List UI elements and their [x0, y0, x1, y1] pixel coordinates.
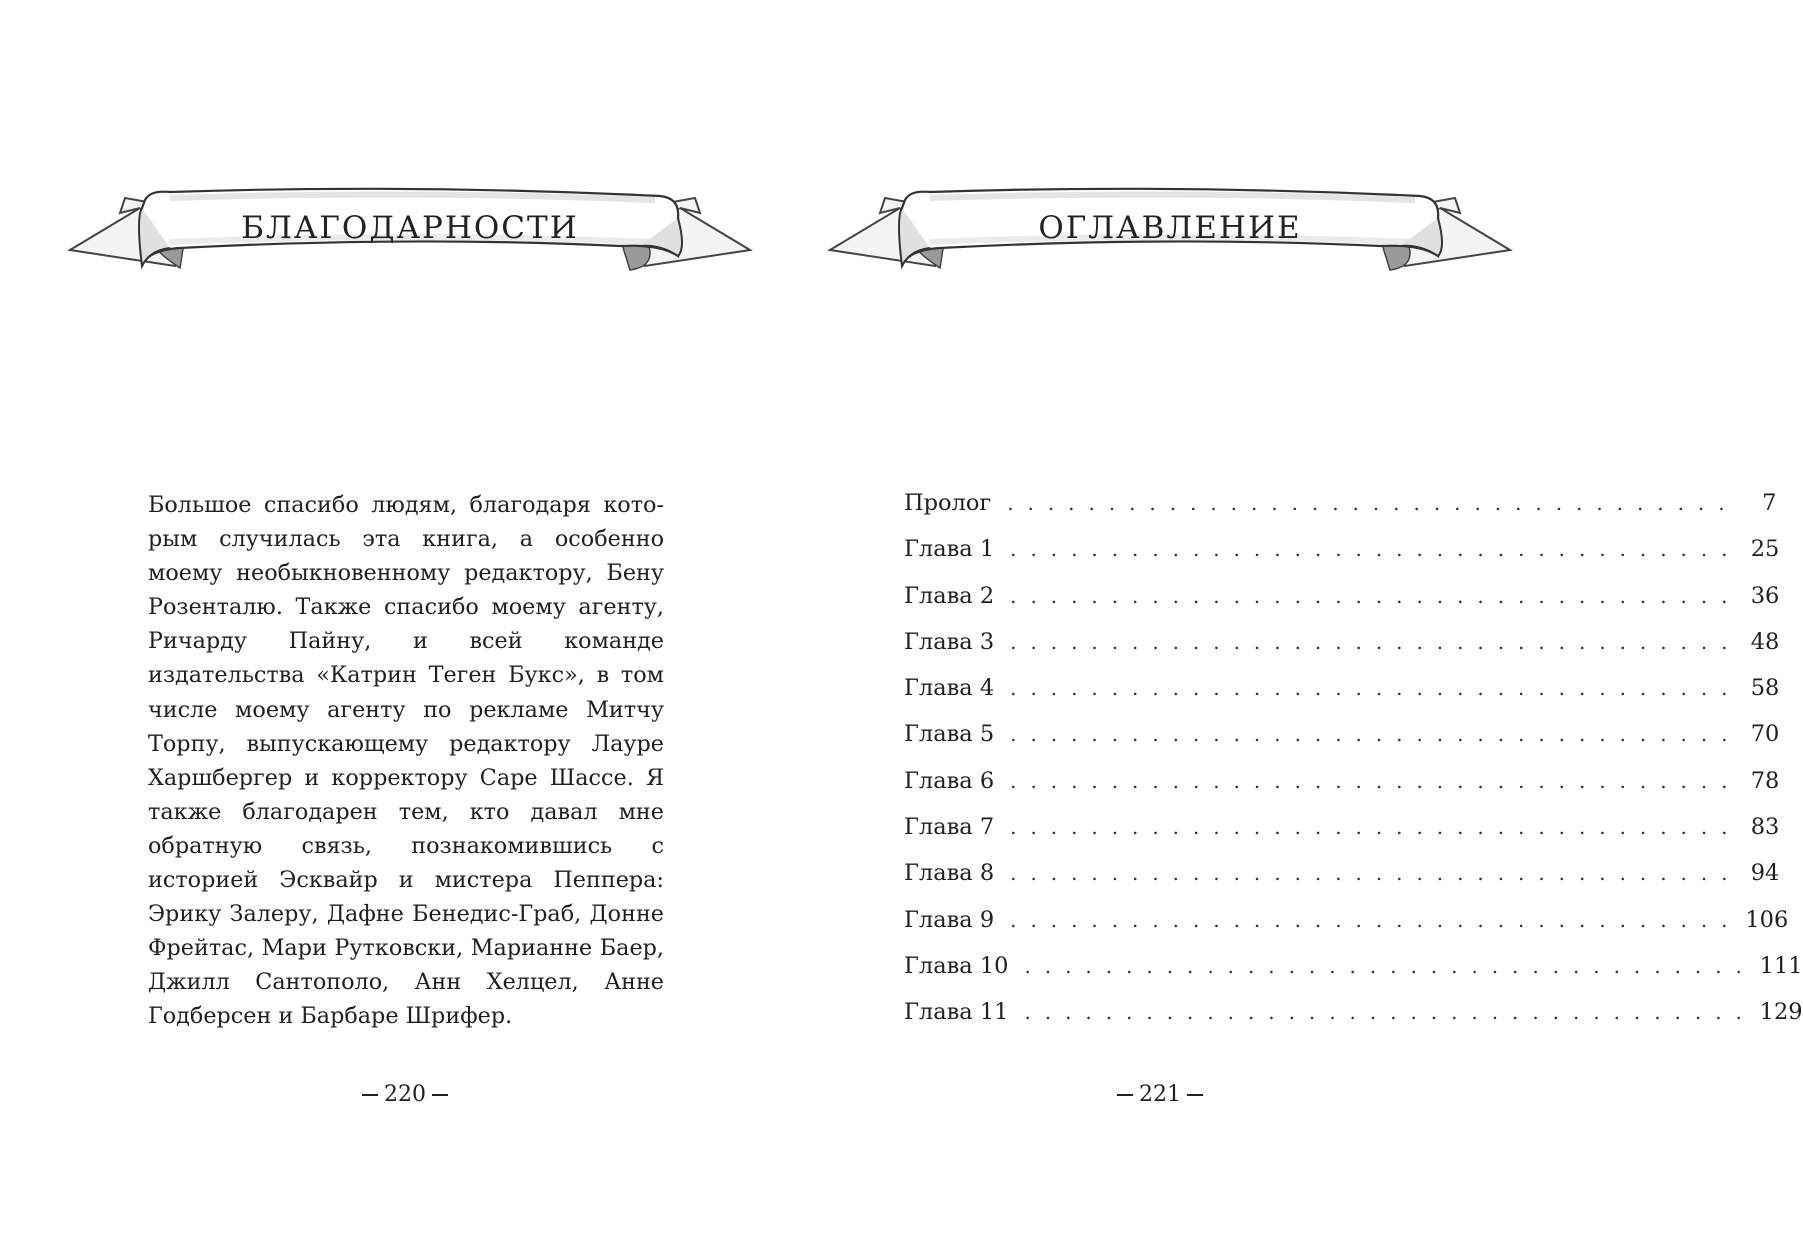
toc-entry[interactable] [904, 582, 1780, 629]
toc-leader-dots: . . . . . . . . . . . . . . . . . . . . . . . . . . . . . . . . . . . . [1010, 815, 1732, 840]
toc-entry-page: 129 [1759, 999, 1803, 1026]
toc-leader-dots: . . . . . . . . . . . . . . . . . . . . . . . . . . . . . . . . . . . . [1007, 491, 1729, 515]
toc-entry-page: 78 [1750, 767, 1780, 794]
toc-entry-page: 58 [1750, 675, 1780, 702]
toc-entry[interactable] [904, 906, 1789, 953]
toc-leader-dots: . . . . . . . . . . . . . . . . . . . . . . . . . . . . . . . . . . . . [1010, 907, 1732, 932]
toc-entry-page: 83 [1750, 814, 1780, 841]
page-number [305, 1082, 505, 1107]
toc-entry[interactable] [904, 767, 1780, 814]
acknowledgements-paragraph: Большое спасибо людям, благодаря которым случилась эта книга, а особенно моему необыкновенному редактору, Бену Розенталю. Также спасибо моему агенту, Ричарду Пайну, и всей команде издательства «Катрин Теген Букс», в том числе моему агенту по рекламе Митчу Торпу, выпускающему редактору Лауре Харшбергер и корректору Саре Шассе. Я также благодарен тем, кто давал мне обратную связь, познакомившись с историей Эсквайр и мистера Пеппера: Эрику Залеру, Дафне Бенедис-Граб, Донне Фрейтас, Мари Рутковски, Марианне Баер, Джилл Сантополо, Анн Хелцел, Анне Годберсен и Барбаре Шрифер. [148, 492, 664, 1030]
page-number-value: 221 [1139, 1082, 1181, 1107]
toc-leader-dots: . . . . . . . . . . . . . . . . . . . . . . . . . . . . . . . . . . . . [1010, 722, 1732, 747]
toc-leader-dots: . . . . . . . . . . . . . . . . . . . . . . . . . . . . . . . . . . . . [1010, 537, 1732, 562]
folio-dash-right [1187, 1094, 1203, 1096]
toc-entry-label: Глава 4 [904, 675, 995, 702]
toc-entry[interactable] [904, 860, 1780, 906]
toc-entry[interactable] [904, 675, 1780, 721]
toc-entry-label: Глава 8 [904, 860, 995, 887]
toc-leader-dots: . . . . . . . . . . . . . . . . . . . . . . . . . . . . . . . . . . . . [1010, 629, 1732, 654]
page-heading: БЛАГОДАРНОСТИ [241, 210, 579, 246]
toc-entry[interactable] [904, 628, 1780, 675]
toc-entry[interactable] [904, 999, 1803, 1045]
toc-entry-page: 106 [1745, 906, 1789, 933]
ribbon-banner [60, 178, 760, 288]
toc-entry-page: 25 [1750, 536, 1780, 563]
toc-entry-label: Глава 3 [904, 628, 995, 655]
page-heading: ОГЛАВЛЕНИЕ [1038, 210, 1302, 246]
folio-dash-left [1117, 1094, 1133, 1096]
left-page [0, 0, 784, 1204]
toc-entry-page: 48 [1750, 628, 1780, 655]
toc-leader-dots: . . . . . . . . . . . . . . . . . . . . . . . . . . . . . . . . . . . . [1024, 953, 1746, 978]
toc-leader-dots: . . . . . . . . . . . . . . . . . . . . . . . . . . . . . . . . . . . . [1010, 676, 1732, 701]
page-number-value: 220 [384, 1082, 426, 1107]
toc-entry-label: Глава 11 [904, 999, 1009, 1026]
toc-entry[interactable] [904, 814, 1780, 860]
toc-entry-page: 94 [1750, 860, 1780, 887]
toc-entry[interactable] [904, 721, 1780, 767]
toc-entry[interactable] [904, 536, 1780, 582]
toc-leader-dots: . . . . . . . . . . . . . . . . . . . . . . . . . . . . . . . . . . . . [1024, 1000, 1746, 1025]
toc-entry-label: Глава 7 [904, 814, 995, 841]
toc-entry-page: 70 [1750, 721, 1780, 748]
toc-entry-label: Глава 10 [904, 952, 1009, 979]
table-of-contents [904, 490, 1803, 1046]
toc-entry-page: 111 [1759, 952, 1803, 979]
toc-entry-label: Глава 6 [904, 767, 995, 794]
toc-leader-dots: . . . . . . . . . . . . . . . . . . . . . . . . . . . . . . . . . . . . [1010, 768, 1732, 793]
toc-entry-label: Глава 1 [904, 536, 995, 563]
toc-leader-dots: . . . . . . . . . . . . . . . . . . . . . . . . . . . . . . . . . . . . [1010, 861, 1732, 886]
toc-entry-label: Глава 9 [904, 906, 995, 933]
toc-entry-page: 7 [1762, 490, 1777, 516]
folio-dash-left [362, 1094, 378, 1096]
toc-entry-label: Пролог [904, 490, 992, 516]
toc-entry[interactable] [904, 952, 1803, 999]
toc-leader-dots: . . . . . . . . . . . . . . . . . . . . . . . . . . . . . . . . . . . . [1010, 583, 1732, 608]
toc-entry[interactable] [904, 490, 1777, 536]
toc-entry-page: 36 [1750, 582, 1780, 609]
toc-entry-label: Глава 5 [904, 721, 995, 748]
folio-dash-right [432, 1094, 448, 1096]
page-number [1060, 1082, 1260, 1107]
right-page [784, 0, 1803, 1204]
toc-entry-label: Глава 2 [904, 582, 995, 609]
ribbon-banner [820, 178, 1520, 288]
